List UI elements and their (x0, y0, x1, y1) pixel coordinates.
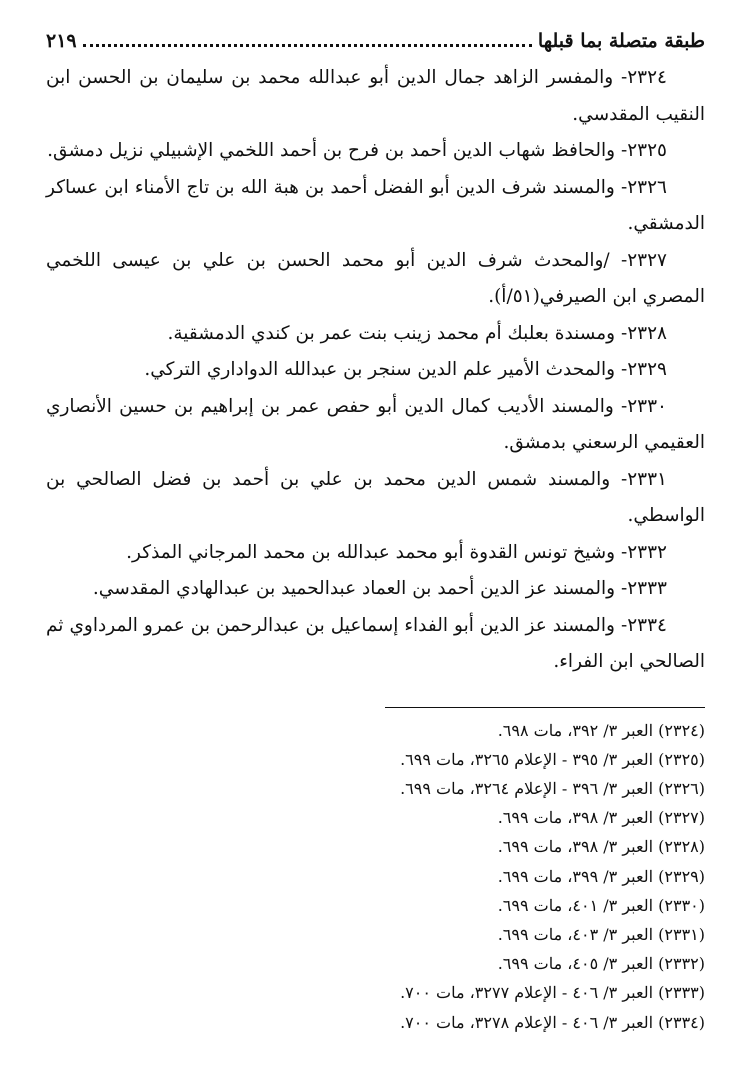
footnote: (٢٣٢٦) العبر ٣/ ٣٩٦ - الإعلام ٣٢٦٤، مات ٦٩٩. (400, 778, 705, 798)
entry-2330 (46, 389, 705, 462)
footnotes (46, 716, 705, 1037)
entry-text-cont: الصالحي ابن الفراء. (553, 651, 705, 672)
biography-entries (46, 60, 705, 681)
entry-2327 (46, 243, 705, 316)
footnote: (٢٣٢٨) العبر ٣/ ٣٩٨، مات ٦٩٩. (497, 837, 705, 857)
entry-2332 (46, 535, 705, 572)
entry-text: ٢٣٢٧- /والمحدث شرف الدين أبو محمد الحسن بن علي بن عيسى اللخمي المصري (46, 249, 705, 307)
entry-text-cont: الواسطي. (627, 505, 705, 526)
entry-text-cont: عساكر الدمشقي. (46, 176, 705, 234)
entry-text: ٢٣٢٥- والحافظ شهاب الدين أحمد بن فرح بن أحمد اللخمي الإشبيلي نزيل (109, 140, 667, 161)
leader-dots (83, 30, 532, 47)
entry-text-cont: الأنصاري العقيمي الرسعني بدمشق. (46, 395, 705, 453)
footnote: (٢٣٢٤) العبر ٣/ ٣٩٢، مات ٦٩٨. (497, 720, 705, 740)
footnote: (٢٣٣٣) العبر ٣/ ٤٠٦ - الإعلام ٣٢٧٧، مات ٧٠٠. (400, 983, 705, 1003)
entry-text-cont: دمشق. (47, 140, 104, 161)
footnote: (٢٣٢٩) العبر ٣/ ٣٩٩، مات ٦٩٩. (497, 866, 705, 886)
entry-2325 (46, 133, 705, 170)
running-header (46, 28, 705, 60)
entry-text-cont: النقيب المقدسي. (572, 103, 705, 125)
page-number: ٢١٩ (46, 30, 77, 52)
entry-text: ٢٣٣٢- وشيخ تونس القدوة أبو محمد عبدالله بن محمد المرجاني المذكر. (126, 541, 667, 563)
entry-text: ٢٣٣١- والمسند شمس الدين محمد بن علي بن أحمد بن فضل الصالحي بن (46, 468, 667, 490)
entry-text: ٢٣٣٤- والمسند عز الدين أبو الفداء إسماعيل بن عبدالرحمن بن عمرو المرداوي ثم (46, 614, 667, 636)
entry-2328 (46, 316, 705, 353)
footnote: (٢٣٣٤) العبر ٣/ ٤٠٦ - الإعلام ٣٢٧٨، مات ٧٠٠. (400, 1012, 705, 1032)
footnote: (٢٣٢٥) العبر ٣/ ٣٩٥ - الإعلام ٣٢٦٥، مات ٦٩٩. (400, 749, 705, 769)
entry-2326 (46, 170, 705, 243)
entry-2334 (46, 608, 705, 681)
entry-text: ٢٣٢٤- والمفسر الزاهد جمال الدين أبو عبدالله محمد بن سليمان بن الحسن ابن (46, 67, 667, 88)
entry-text: ٢٣٢٦- والمسند شرف الدين أبو الفضل أحمد بن هبة الله بن تاج الأمناء ابن (104, 176, 667, 198)
chapter-title: طبقة متصلة بما قبلها (537, 30, 705, 52)
entry-2329 (46, 352, 705, 389)
entry-text: ٢٣٣٠- والمسند الأديب كمال الدين أبو حفص عمر بن إبراهيم بن حسين (119, 395, 667, 417)
entry-2333 (46, 571, 705, 608)
entry-2324 (46, 60, 705, 133)
entry-text: ٢٣٢٨- ومسندة بعلبك أم محمد زينب بنت عمر بن كندي الدمشقية. (167, 322, 667, 344)
entry-2331 (46, 462, 705, 535)
footnote: (٢٣٢٧) العبر ٣/ ٣٩٨، مات ٦٩٩. (497, 808, 705, 828)
footnote: (٢٣٣٠) العبر ٣/ ٤٠١، مات ٦٩٩. (497, 895, 705, 915)
entry-text-cont: ابن الصيرفي(٥١/أ). (488, 286, 637, 307)
entry-text: ٢٣٢٩- والمحدث الأمير علم الدين سنجر بن عبدالله الدواداري التركي. (144, 359, 667, 380)
footnote: (٢٣٣٢) العبر ٣/ ٤٠٥، مات ٦٩٩. (497, 954, 705, 974)
entry-text: ٢٣٣٣- والمسند عز الدين أحمد بن العماد عبدالحميد بن عبدالهادي المقدسي. (92, 578, 667, 599)
footnote-separator (385, 707, 705, 708)
footnote: (٢٣٣١) العبر ٣/ ٤٠٣، مات ٦٩٩. (497, 924, 705, 944)
